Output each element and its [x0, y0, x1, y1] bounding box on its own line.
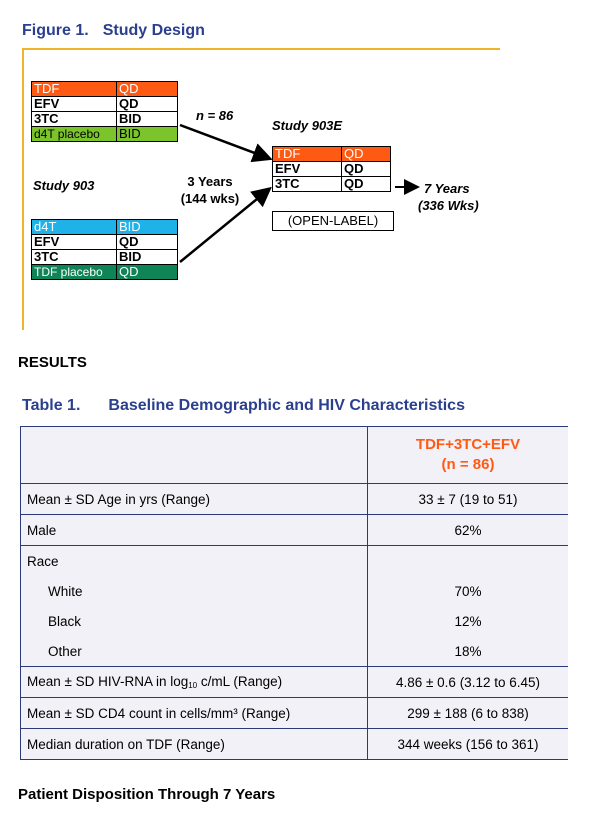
frequency-cell: QD [342, 162, 391, 177]
frequency-cell: BID [117, 220, 178, 235]
frequency-cell: BID [117, 112, 178, 127]
row-label-text: c/mL (Range) [197, 674, 283, 689]
table-row [21, 484, 569, 515]
drug-cell: 3TC [32, 250, 117, 265]
drug-cell: 3TC [32, 112, 117, 127]
row-value: 4.86 ± 0.6 (3.12 to 6.45) [368, 667, 569, 698]
column-header-line1: TDF+3TC+EFV [415, 436, 521, 453]
table-row [21, 606, 569, 636]
frequency-cell: QD [117, 265, 178, 280]
seven-years-line2: (336 Wks) [418, 198, 479, 213]
table-title [22, 397, 465, 415]
drug-cell: EFV [273, 162, 342, 177]
row-label [21, 667, 368, 698]
study-903-label: Study 903 [33, 178, 95, 193]
table-row [21, 667, 569, 698]
arrow-tdf-to-903e [180, 125, 268, 158]
frequency-cell: QD [117, 235, 178, 250]
row-label: Mean ± SD CD4 count in cells/mm³ (Range) [21, 698, 368, 729]
seven-years-line1: 7 Years [424, 181, 470, 196]
three-years-line2: (144 wks) [180, 191, 240, 206]
drug-cell: EFV [32, 235, 117, 250]
frequency-cell: BID [117, 127, 178, 142]
row-value: 18% [368, 636, 569, 667]
drug-cell: TDF [32, 82, 117, 97]
row-value-empty [368, 546, 569, 577]
table-row [21, 515, 569, 546]
drug-cell: TDF placebo [32, 265, 117, 280]
drug-cell: d4T [32, 220, 117, 235]
column-header-line2: (n = 86) [441, 456, 495, 473]
row-value: 344 weeks (156 to 361) [368, 729, 569, 760]
row-value: 62% [368, 515, 569, 546]
study-903e-label: Study 903E [272, 118, 343, 133]
figure-arrows [0, 0, 609, 340]
row-label: Mean ± SD Age in yrs (Range) [21, 484, 368, 515]
row-value: 12% [368, 606, 569, 636]
figure-title-text: Study Design [102, 22, 205, 39]
arrow-d4t-to-903e [180, 190, 268, 262]
table-row [21, 576, 569, 606]
frequency-cell: QD [117, 97, 178, 112]
table-row [21, 546, 569, 577]
drug-cell: d4T placebo [32, 127, 117, 142]
row-value: 33 ± 7 (19 to 51) [368, 484, 569, 515]
three-years-line1: 3 Years [187, 174, 233, 189]
row-label: Other [21, 636, 368, 667]
drug-cell: 3TC [273, 177, 342, 192]
frequency-cell: QD [342, 147, 391, 162]
row-label: White [21, 576, 368, 606]
row-label: Race [21, 546, 368, 577]
drug-cell: EFV [32, 97, 117, 112]
header-blank-cell [21, 427, 368, 484]
results-heading: RESULTS [18, 354, 87, 371]
disposition-heading: Patient Disposition Through 7 Years [18, 786, 276, 803]
frequency-cell: QD [117, 82, 178, 97]
frequency-cell: BID [117, 250, 178, 265]
row-label-subscript: 10 [188, 681, 198, 690]
row-value: 299 ± 188 (6 to 838) [368, 698, 569, 729]
figure-label: Figure 1. [22, 22, 89, 39]
frequency-cell: QD [342, 177, 391, 192]
n-label: n = 86 [196, 108, 234, 123]
baseline-characteristics-table [20, 426, 568, 760]
drug-cell: TDF [273, 147, 342, 162]
row-value: 70% [368, 576, 569, 606]
row-label-text: Mean ± SD HIV-RNA in log [27, 674, 189, 689]
table-row [21, 729, 569, 760]
row-label: Male [21, 515, 368, 546]
open-label-tag: (OPEN-LABEL) [272, 211, 394, 231]
table-title-text: Baseline Demographic and HIV Characteristics [108, 397, 465, 414]
table-label: Table 1. [22, 397, 81, 414]
table-row [21, 698, 569, 729]
table-header-row [21, 427, 569, 484]
row-label: Black [21, 606, 368, 636]
column-header-tdf-3tc-efv [368, 427, 569, 484]
row-label: Median duration on TDF (Range) [21, 729, 368, 760]
table-row [21, 636, 569, 667]
